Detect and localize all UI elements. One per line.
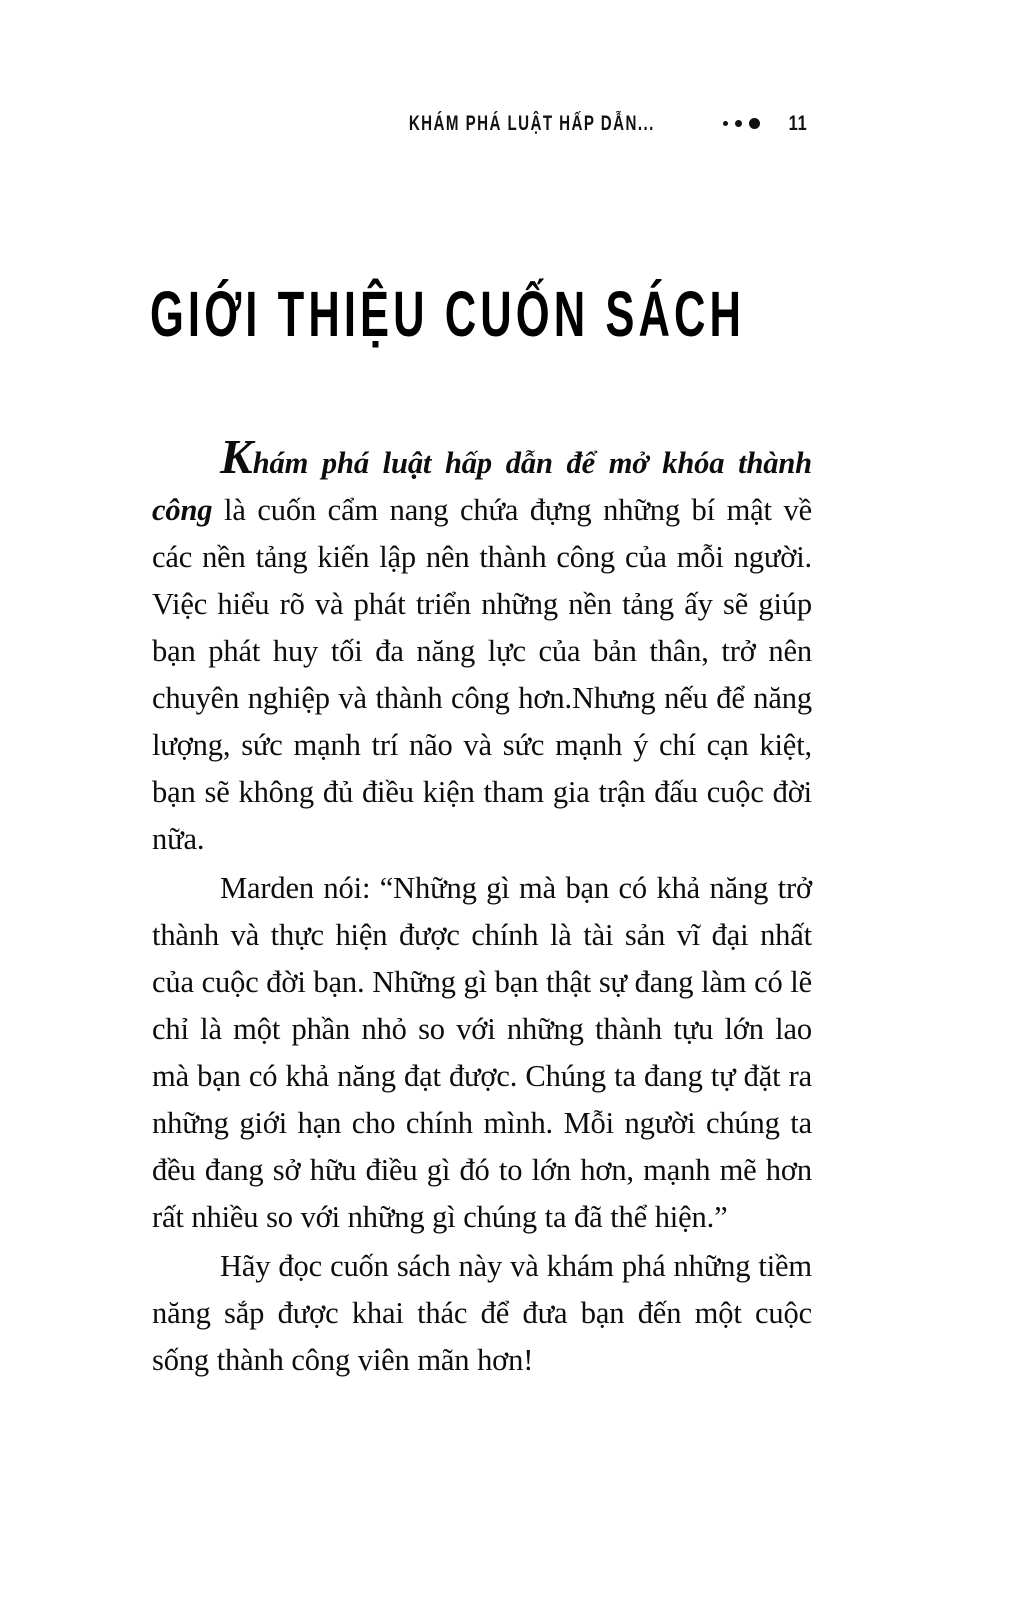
header-dots-ornament bbox=[723, 118, 760, 129]
paragraph-intro-text: là cuốn cẩm nang chứa đựng những bí mật về các nền tảng kiến lập nên thành công của mỗi người. Việc hiểu rõ và phát triển những nền tảng ấy sẽ giúp bạn phát huy tối đa năng lực của bản thân, trở nên chuyên nghiệp và thành công hơn.Nhưng nếu để năng lượng, sức mạnh trí não và sức mạnh ý chí cạn kiệt, bạn sẽ không đủ điều kiện tham gia trận đấu cuộc đời nữa. bbox=[152, 493, 812, 856]
body-text-block bbox=[152, 429, 812, 1384]
chapter-title: GIỚI THIỆU CUỐN SÁCH bbox=[150, 277, 746, 350]
dot-large-icon bbox=[749, 118, 760, 129]
paragraph-marden-quote: Marden nói: “Những gì mà bạn có khả năng trở thành và thực hiện được chính là tài sản vĩ đại nhất của cuộc đời bạn. Những gì bạn thật sự đang làm có lẽ chỉ là một phần nhỏ so với những thành tựu lớn lao mà bạn có khả năng đạt được. Chúng ta đang tự đặt ra những giới hạn cho chính mình. Mỗi người chúng ta đều đang sở hữu điều gì đó to lớn hơn, mạnh mẽ hơn rất nhiều so với những gì chúng ta đã thể hiện.” bbox=[152, 871, 812, 1234]
page-number: 11 bbox=[788, 112, 808, 135]
running-header-title: KHÁM PHÁ LUẬT HẤP DẪN... bbox=[408, 112, 655, 135]
dot-small-icon bbox=[723, 121, 728, 126]
paragraph-intro bbox=[152, 429, 812, 863]
drop-cap-letter: K bbox=[220, 429, 253, 484]
running-header bbox=[152, 112, 810, 146]
book-title-text: hám phá luật hấp dẫn để mở khóa thành công bbox=[152, 446, 812, 527]
paragraph-closing: Hãy đọc cuốn sách này và khám phá những tiềm năng sắp được khai thác để đưa bạn đến một cuộc sống thành công viên mãn hơn! bbox=[152, 1249, 812, 1377]
dot-medium-icon bbox=[735, 120, 742, 127]
